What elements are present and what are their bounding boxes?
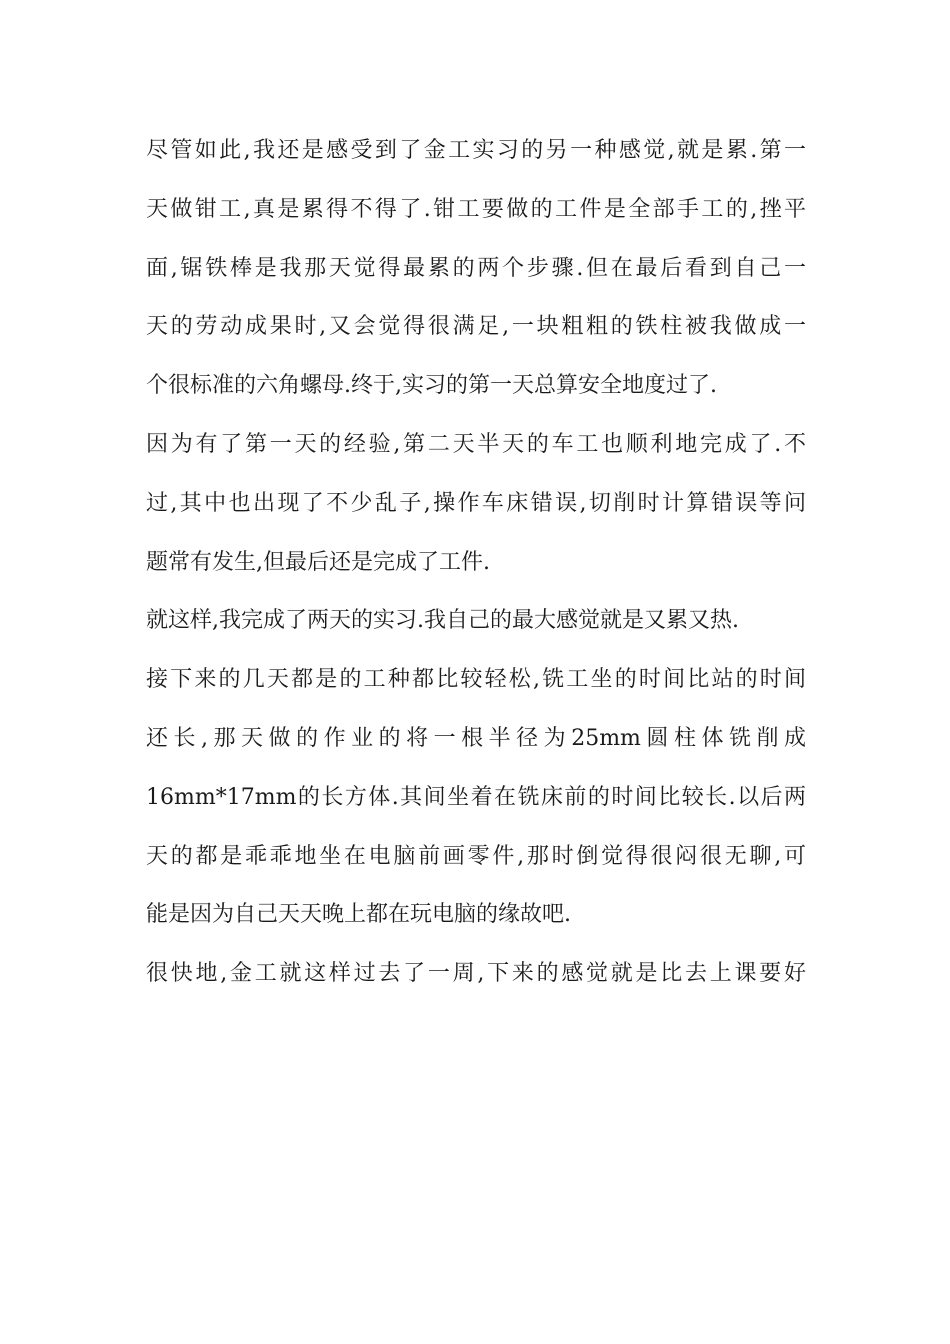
text-line-15: 很快地,金工就这样过去了一周,下来的感觉就是比去上课要好 bbox=[146, 961, 806, 987]
text-line-12: 16mm*17mm的长方体.其间坐着在铣床前的时间比较长.以后两 bbox=[146, 784, 806, 810]
text-line-14: 能是因为自己天天晚上都在玩电脑的缘故吧. bbox=[146, 902, 571, 928]
text-line-9: 就这样,我完成了两天的实习.我自己的最大感觉就是又累又热. bbox=[146, 608, 739, 634]
text-line-2: 天做钳工,真是累得不得了.钳工要做的工件是全部手工的,挫平 bbox=[146, 196, 806, 222]
text-line-1: 尽管如此,我还是感受到了金工实习的另一种感觉,就是累.第一 bbox=[146, 138, 806, 163]
text-line-11: 还长,那天做的作业的将一根半径为25mm圆柱体铣削成 bbox=[146, 725, 806, 751]
text-line-5: 个很标准的六角螺母.终于,实习的第一天总算安全地度过了. bbox=[146, 373, 717, 399]
text-line-4: 天的劳动成果时,又会觉得很满足,一块粗粗的铁柱被我做成一 bbox=[146, 314, 806, 340]
text-line-8: 题常有发生,但最后还是完成了工件. bbox=[146, 549, 490, 575]
text-line-13: 天的都是乖乖地坐在电脑前画零件,那时倒觉得很闷很无聊,可 bbox=[146, 843, 806, 869]
text-line-6: 因为有了第一天的经验,第二天半天的车工也顺利地完成了.不 bbox=[146, 431, 806, 457]
text-line-7: 过,其中也出现了不少乱子,操作车床错误,切削时计算错误等问 bbox=[146, 490, 806, 516]
text-line-3: 面,锯铁棒是我那天觉得最累的两个步骤.但在最后看到自己一 bbox=[146, 255, 806, 281]
document-body bbox=[146, 122, 806, 1004]
text-line-10: 接下来的几天都是的工种都比较轻松,铣工坐的时间比站的时间 bbox=[146, 667, 806, 693]
